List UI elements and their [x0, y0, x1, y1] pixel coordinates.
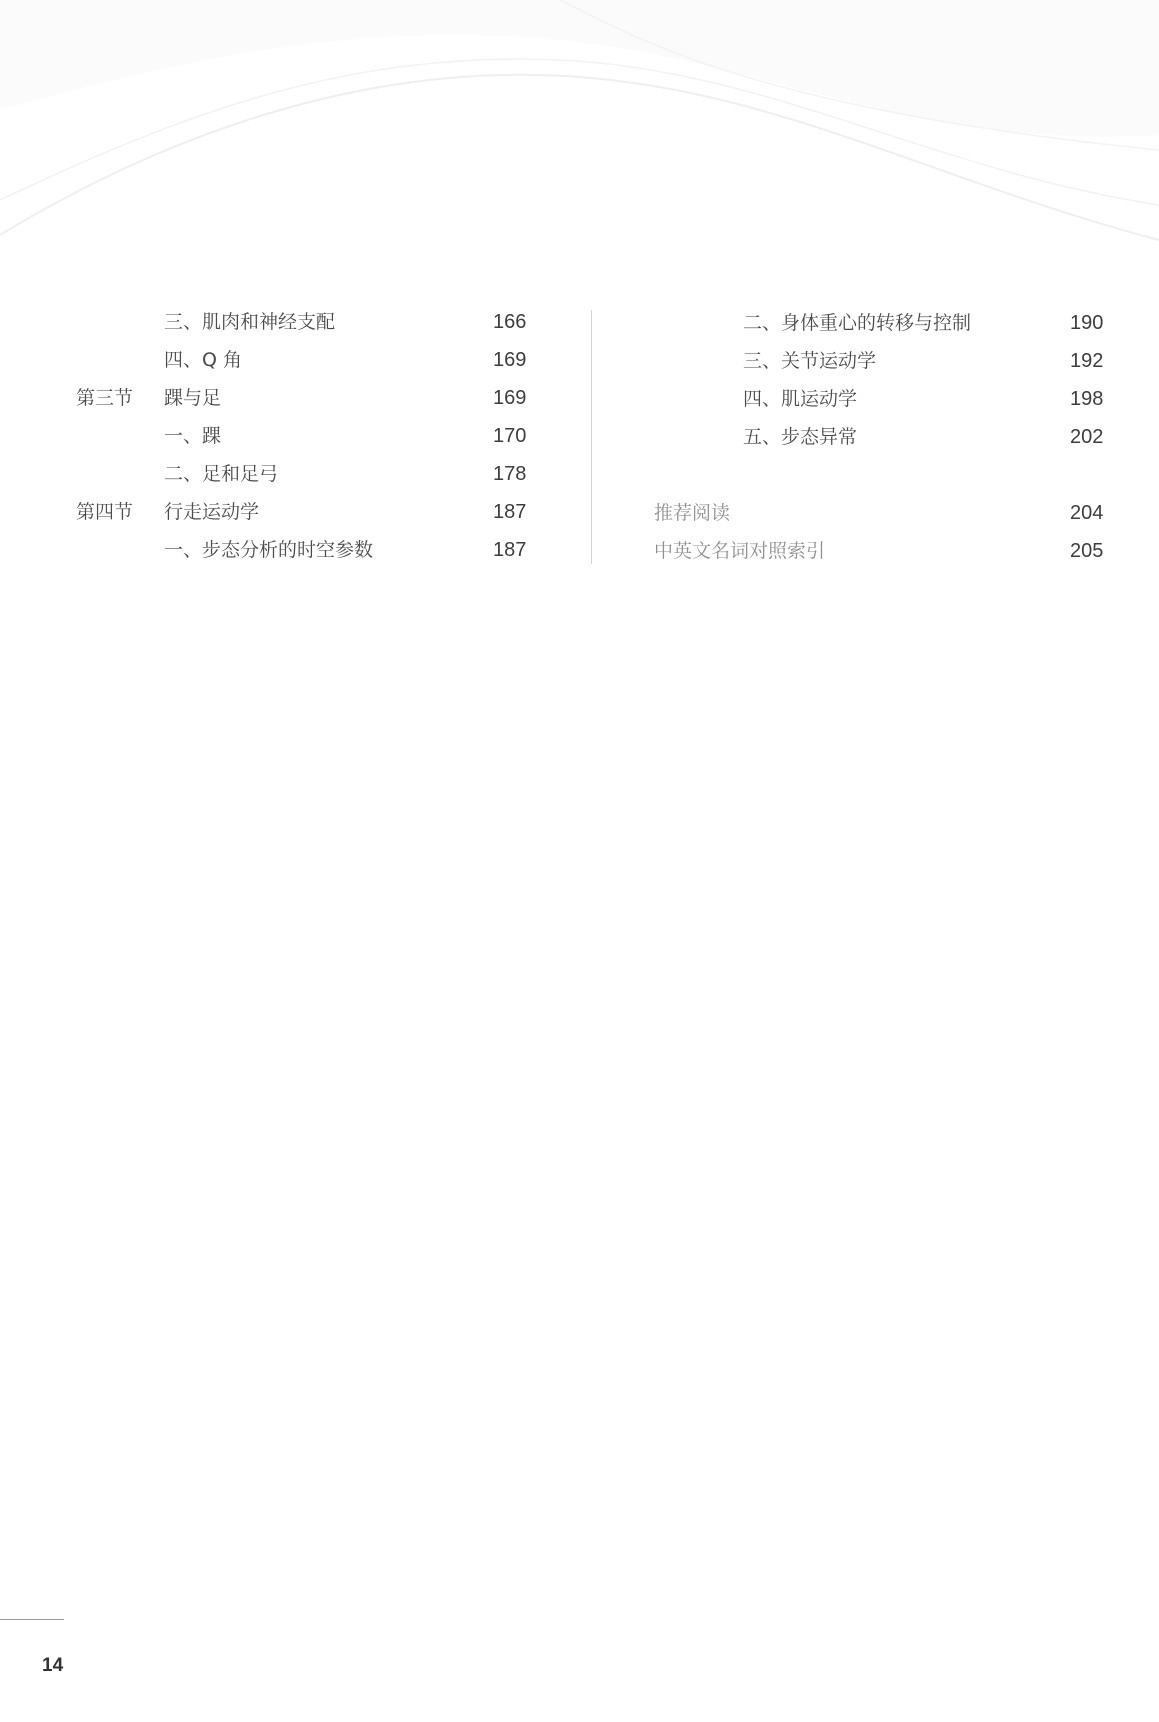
toc-title: 推荐阅读 [654, 502, 731, 524]
toc-entry[interactable] [600, 421, 1140, 453]
page-number: 14 [42, 1655, 64, 1676]
toc-section-entry[interactable] [0, 382, 580, 414]
toc-title: 二、身体重心的转移与控制 [743, 312, 972, 334]
toc-page-number: 204 [1070, 502, 1104, 524]
toc-entry[interactable] [600, 307, 1140, 339]
toc-entry[interactable] [0, 306, 580, 338]
toc-title: 三、肌肉和神经支配 [164, 311, 336, 333]
toc-page-number: 190 [1070, 312, 1104, 334]
toc-page-number: 187 [493, 501, 527, 523]
toc-page-number: 202 [1070, 426, 1104, 448]
toc-page-number: 170 [493, 425, 527, 447]
toc-entry[interactable] [0, 344, 580, 376]
column-divider [591, 310, 592, 564]
toc-back-matter-entry[interactable] [600, 535, 1140, 567]
toc-title: 行走运动学 [164, 501, 260, 523]
toc-title: 二、足和足弓 [164, 463, 279, 485]
toc-page-number: 178 [493, 463, 527, 485]
toc-title: 三、关节运动学 [743, 350, 877, 372]
decorative-wave-background [0, 0, 1159, 280]
toc-title: 五、步态异常 [743, 426, 858, 448]
toc-entry[interactable] [600, 345, 1140, 377]
toc-entry[interactable] [0, 420, 580, 452]
toc-title: 一、步态分析的时空参数 [164, 539, 374, 561]
toc-page-number: 192 [1070, 350, 1104, 372]
toc-entry[interactable] [0, 458, 580, 490]
toc-section-entry[interactable] [0, 496, 580, 528]
toc-page-number: 169 [493, 387, 527, 409]
toc-page-number: 187 [493, 539, 527, 561]
toc-section-number: 第四节 [76, 501, 134, 523]
toc-title: 一、踝 [164, 425, 222, 447]
toc-entry[interactable] [600, 383, 1140, 415]
toc-entry[interactable] [0, 534, 580, 566]
toc-title: 踝与足 [164, 387, 222, 409]
toc-title: 四、Q 角 [164, 349, 242, 371]
toc-title: 四、肌运动学 [743, 388, 858, 410]
footer-rule [0, 1619, 64, 1620]
toc-page-number: 166 [493, 311, 527, 333]
toc-page-number: 198 [1070, 388, 1104, 410]
toc-page-number: 169 [493, 349, 527, 371]
toc-back-matter-entry[interactable] [600, 497, 1140, 529]
toc-title: 中英文名词对照索引 [654, 540, 826, 562]
toc-section-number: 第三节 [76, 387, 134, 409]
toc-page-number: 205 [1070, 540, 1104, 562]
